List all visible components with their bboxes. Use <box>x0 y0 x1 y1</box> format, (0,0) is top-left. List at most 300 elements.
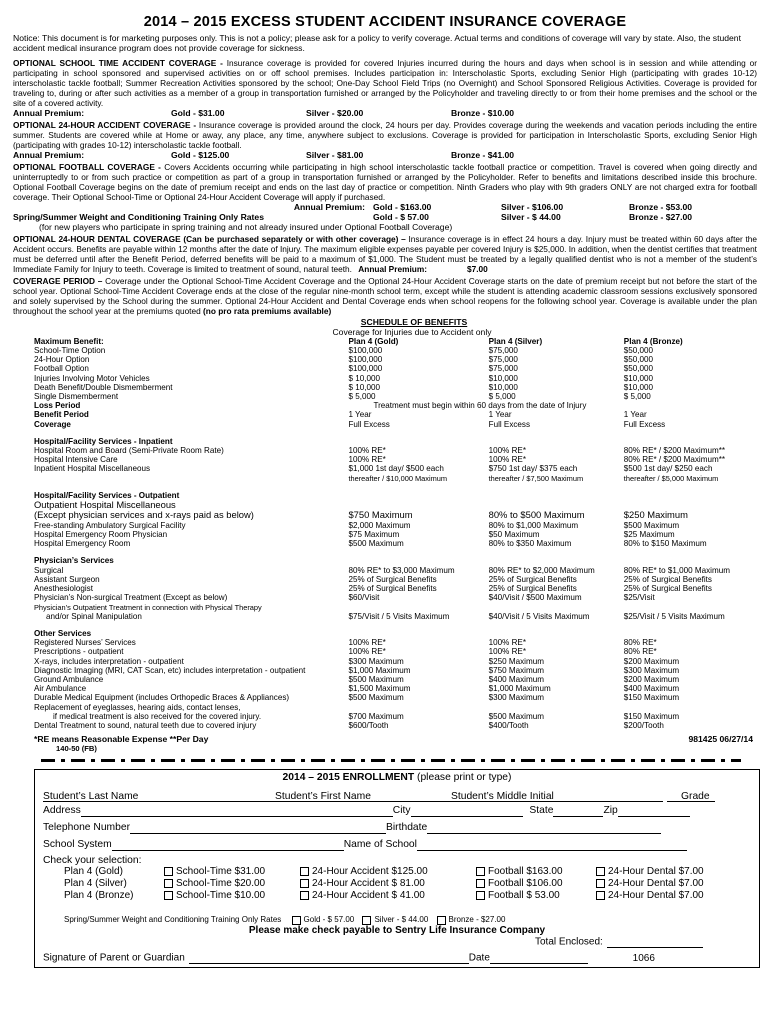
gold-value: $600/Tooth <box>348 720 389 730</box>
option-label: 24-Hour Dental $7.00 <box>608 866 704 878</box>
eyeglass-label: Replacement of eyeglasses, hearing aids, contact lenses, <box>34 702 241 712</box>
checkbox[interactable] <box>300 867 309 876</box>
option-label: Football $163.00 <box>488 866 563 878</box>
bronze-value: $150 Maximum <box>623 711 680 721</box>
silver-value: $400/Tooth <box>488 720 529 730</box>
twentyfour-text: Insurance coverage is provided around the clock, 24 hours per day. Provides coverage during the weekends and vacation periods including the entire summer. Students are covered while at Home or away, any place, any time, anywhere subject to exclusions. Coverage is provided for participation in Interscholastic Sports, excluding Senior High (participating with grades 10-12) interscholastic tackle football. <box>13 119 757 150</box>
physio-label-row <box>13 603 757 612</box>
spacer-row <box>13 429 757 437</box>
page-title: 2014 – 2015 EXCESS STUDENT ACCIDENT INSURANCE COVERAGE <box>143 14 627 30</box>
benefit-label: X-rays, includes interpretation - outpatient <box>34 656 184 666</box>
physician-row <box>13 566 757 575</box>
silver-value: $ 5,000 <box>488 392 516 402</box>
dental-price: $7.00 <box>466 263 488 274</box>
checkbox[interactable] <box>476 879 485 888</box>
physician-row <box>13 593 757 602</box>
silver-value: thereafter / $7,500 Maximum <box>488 473 584 483</box>
enrollment-heading: 2014 – 2015 ENROLLMENT <box>282 772 415 784</box>
gold-value: 100% RE* <box>348 455 386 465</box>
silver-value: 1 Year <box>488 410 512 420</box>
bronze-value: 80% RE* to $1,000 Maximum <box>623 565 730 575</box>
max-row <box>13 364 757 373</box>
eyeglass-label: if medical treatment is also received for the covered injury. <box>53 711 262 721</box>
school-time-option[interactable] <box>164 890 265 902</box>
silver-value: Full Excess <box>488 419 531 429</box>
benefit-label: Durable Medical Equipment (includes Orthopedic Braces & Appliances) <box>34 693 290 703</box>
gold-value: 80% RE* to $3,000 Maximum <box>348 565 455 575</box>
option-label: Football $106.00 <box>488 878 563 890</box>
gold-value: $60/Visit <box>348 593 380 603</box>
football-premium <box>13 202 757 212</box>
loss-period-text: Treatment must begin within 60 days from the date of Injury <box>373 401 587 411</box>
option-label: Football $ 53.00 <box>488 890 560 902</box>
benefit-period-label: Benefit Period <box>34 410 89 420</box>
date-label: Date <box>468 952 490 964</box>
silver-value: 80% to $350 Maximum <box>488 539 572 549</box>
state-field[interactable] <box>553 805 603 817</box>
inpatient-row <box>13 446 757 455</box>
bronze-price: Bronze - $41.00 <box>451 149 515 160</box>
twentyfour-premium <box>13 150 757 160</box>
school-system-field[interactable] <box>112 839 344 851</box>
gold-value: $75/Visit / 5 Visits Maximum <box>348 611 450 621</box>
bronze-value: $25/Visit <box>623 593 655 603</box>
silver-value: 80% to $1,000 Maximum <box>488 520 579 530</box>
benefit-label: Registered Nurses’ Services <box>34 638 136 648</box>
bronze-value: $25 Maximum <box>623 530 675 540</box>
bronze-value: $150 Maximum <box>623 693 680 703</box>
max-row <box>13 346 757 355</box>
other-services-heading: Other Services <box>34 628 92 638</box>
schedule-footer <box>13 734 757 744</box>
outpatient-heading: Hospital/Facility Services - Outpatient <box>34 490 180 500</box>
benefit-label: Ground Ambulance <box>34 674 104 684</box>
birthdate-label: Birthdate <box>386 822 428 834</box>
benefit-period-row <box>13 410 757 419</box>
bronze-value: 80% RE* <box>623 638 657 648</box>
benefit-label: Death Benefit/Double Dismemberment <box>34 382 173 392</box>
gold-value: $ 10,000 <box>348 373 380 383</box>
dental-section <box>13 234 757 274</box>
bronze-value: $200 Maximum <box>623 674 680 684</box>
bronze-value: 80% RE* / $200 Maximum** <box>623 455 726 465</box>
coverage-label: Coverage <box>34 419 71 429</box>
football-option[interactable] <box>476 866 563 878</box>
24-hour-accident-option[interactable] <box>300 866 428 878</box>
bronze-value: 80% RE* / $200 Maximum** <box>623 446 726 456</box>
spacer <box>13 548 757 556</box>
enrollment-title <box>35 772 759 783</box>
silver-value: 100% RE* <box>488 638 526 648</box>
spring-bronze: Bronze - $27.00 <box>448 915 506 925</box>
bronze-value: 80% RE* <box>623 647 657 657</box>
benefit-label: Surgical <box>34 565 64 575</box>
bronze-value: thereafter / $5,000 Maximum <box>623 473 719 483</box>
bronze-value: $50,000 <box>623 364 654 374</box>
max-row <box>13 383 757 392</box>
football-text: Covers Accidents occurring while participating in high school interscholastic tackle football practice or competition. Travel is covered when going directly and uninterruptedly to or from such practice or competition as part of a group in transportation furnished or arranged by the Policyholder. Refer to benefits and limitations described inside this brochure. Optional Football Coverage begins on the date of premium receipt and ends on the last day of practice or competition. Ninth Graders who play with 9th graders ONLY are not charged extra for football coverage. Their Optional School-Time or Optional 24-Hour Accident Coverage will apply if purchased. <box>13 161 757 202</box>
dental-label: Dental Treatment to sound, natural teeth due to covered injury <box>34 720 257 730</box>
silver-value: $750 1st day/ $375 each <box>488 464 578 474</box>
name-line[interactable] <box>43 801 663 802</box>
bronze-value: $50,000 <box>623 346 654 356</box>
gold-value: $1,000 Maximum <box>348 665 411 675</box>
spring-premium <box>13 212 757 222</box>
benefit-label: 24-Hour Option <box>34 355 90 365</box>
eyeglass-row <box>13 712 757 721</box>
spacer-row <box>13 621 757 629</box>
signature-label: Signature of Parent or Guardian <box>43 952 185 964</box>
school-time-premium <box>13 108 757 118</box>
gold-price: Gold - $ 57.00 <box>373 211 429 222</box>
section-heading-row <box>13 556 757 565</box>
school-name-field[interactable] <box>417 839 687 851</box>
silver-price: Silver - $20.00 <box>306 107 364 118</box>
spacer-row <box>13 483 757 491</box>
blank <box>13 474 348 483</box>
enrollment-form <box>34 769 760 968</box>
school-time-section <box>13 58 757 108</box>
silver-value: $75,000 <box>488 355 518 365</box>
football-note: (for new players who participate in spring training and not already insured under Optional Football Coverage) <box>39 221 453 232</box>
bronze-value: $250 Maximum <box>623 509 688 521</box>
other-row <box>13 647 757 656</box>
spacer <box>13 429 757 437</box>
school-time-heading: OPTIONAL SCHOOL TIME ACCIDENT COVERAGE - <box>13 57 223 68</box>
dental-text: Insurance coverage is in effect 24 hours a day. Injury must be treated within 60 days after the Accident occurs. Benefits are payable within 12 months after the date of Injury. The maximum eligible expenses payable per covered Injury is $25,000. In addition, when the dentist certifies that treatment must be deferred until after the Benefit Period, deferred benefits will be paid to a maximum of $1,000. The Student must be treated by a legally qualified dentist who is not a member of the student’s Immediate Family for Injury to teeth. Coverage is limited to treatment of sound, natural teeth. <box>13 233 758 274</box>
silver-value: $75,000 <box>488 364 518 374</box>
school-time-text: Insurance coverage is provided for covered Injuries incurred during the hours and days when school is in session and while attending or participating in school sponsored and supervised activities on or off school premises. Includes participation in: Interscholastic Sports, excluding Senior High (participating with grades 10-12) interscholastic tackle football; Summer Recreation Activities sponsored by the school; One-Day School Field Trips (no Overnight) and School Sponsored Religious Activities. Coverage is provided for traveling to, during or after such activities as a member of a group in transportation furnished or arranged by the Policyholder and traveling directly to or from their home premises and the school or the site of a covered activity. <box>13 57 757 108</box>
benefit-label: Prescriptions - outpatient <box>34 647 124 657</box>
gold-value: $2,000 Maximum <box>348 520 411 530</box>
last-name-label: Student’s Last Name <box>43 791 139 803</box>
outpatient-row <box>13 521 757 530</box>
other-row <box>13 657 757 666</box>
silver-value: 25% of Surgical Benefits <box>488 574 577 584</box>
spring-gold-checkbox[interactable] <box>292 916 301 925</box>
spring-silver-checkbox[interactable] <box>362 916 371 925</box>
checkbox[interactable] <box>476 891 485 900</box>
silver-value: $10,000 <box>488 373 518 383</box>
silver-price: Silver - $ 44.00 <box>501 211 561 222</box>
section-heading-row <box>13 437 757 446</box>
silver-price: Silver - $106.00 <box>501 201 564 212</box>
form-code: 140-50 (FB) <box>56 744 97 754</box>
option-label: Plan 4 (Silver) <box>64 878 127 890</box>
benefit-label: Single Dismemberment <box>34 392 119 402</box>
bronze-value: 80% to $150 Maximum <box>623 539 707 549</box>
bronze-value: 1 Year <box>623 410 647 420</box>
period-text: Coverage under the Optional School-Time Accident Coverage and the Optional 24-Hour Accident Coverage starts on the date of premium receipt but not before the start of the school year. Optional School-Time Accident Coverage ends at the close of the regular nine-month school term, except while the student is attending academic classroom sessions exclusively sponsored and solely supervised by the School during the summer. Optional 24-Hour Accident and Dental Coverage ends when school reopens for the following school year. Coverage is available under the plan throughout the school year at the premiums quoted <box>13 275 757 316</box>
option-label: Plan 4 (Gold) <box>64 866 123 878</box>
gold-value: thereafter / $10,000 Maximum <box>348 473 448 483</box>
zip-label: Zip <box>603 805 618 817</box>
option-label: School-Time $10.00 <box>176 890 266 902</box>
outpatient-row <box>13 530 757 539</box>
benefit-label: Hospital Emergency Room Physician <box>34 530 168 540</box>
check-label: Check your selection: <box>43 855 142 867</box>
phone-field[interactable] <box>130 822 386 834</box>
loss-period-row <box>13 401 757 410</box>
spring-silver: Silver - $ 44.00 <box>374 915 429 925</box>
option-label: 24-Hour Accident $ 41.00 <box>312 890 425 902</box>
physio-row <box>13 612 757 621</box>
inpatient-row <box>13 455 757 464</box>
premium-label: Annual Premium: <box>13 107 85 118</box>
notice: Notice: This document is for marketing purposes only. This is not a policy; please ask for a policy to verify coverage. Actual terms and conditions of coverage will vary by state. Also, the student accident medical insurance program does not provide coverage for sickness. <box>13 33 741 54</box>
twentyfour-heading: OPTIONAL 24-HOUR ACCIDENT COVERAGE - <box>13 119 197 130</box>
option-label: 24-Hour Accident $125.00 <box>312 866 428 878</box>
bronze-value: $10,000 <box>623 382 654 392</box>
gold-value: $750 Maximum <box>348 509 413 521</box>
gold-value: $ 10,000 <box>348 382 380 392</box>
phone-row <box>43 821 751 834</box>
24-hour-dental-option[interactable] <box>596 866 704 878</box>
checkbox[interactable] <box>596 891 605 900</box>
gold-value: $75 Maximum <box>348 530 400 540</box>
schedule-table <box>13 337 757 730</box>
other-row <box>13 693 757 702</box>
schedule-subtitle: Coverage for Injuries due to Accident only <box>332 326 492 337</box>
dental-heading: OPTIONAL 24-HOUR DENTAL COVERAGE (Can be purchased separately or with other coverage) – <box>13 233 406 244</box>
first-name-label: Student’s First Name <box>275 791 371 803</box>
premium-label: Annual Premium: <box>293 201 365 212</box>
benefit-label: Hospital Intensive Care <box>34 455 118 465</box>
silver-value: $1,000 Maximum <box>488 684 551 694</box>
total-label: Total Enclosed: <box>535 936 603 948</box>
bronze-value: $400 Maximum <box>623 684 680 694</box>
bronze-value: 25% of Surgical Benefits <box>623 574 712 584</box>
other-row <box>13 638 757 647</box>
spacer-row <box>13 548 757 556</box>
signature-field[interactable] <box>189 952 469 964</box>
24-hour-dental-option[interactable] <box>596 890 704 902</box>
max-benefit-label: Maximum Benefit: <box>34 336 104 346</box>
24-hour-dental-option[interactable] <box>596 878 704 890</box>
checkbox[interactable] <box>596 867 605 876</box>
benefit-label: (Except physician services and x-rays paid as below) <box>34 509 254 521</box>
silver-value: $40/Visit / $500 Maximum <box>488 593 582 603</box>
inpatient-after-row <box>13 474 757 483</box>
gold-value: $700 Maximum <box>348 711 404 721</box>
benefit-label: Assistant Surgeon <box>34 574 100 584</box>
silver-value: $40/Visit / 5 Visits Maximum <box>488 611 590 621</box>
plan-label <box>64 890 133 902</box>
grade-label: Grade <box>681 791 710 803</box>
premium-label: Annual Premium: <box>358 263 427 274</box>
benefit-label: Hospital Room and Board (Semi-Private Room Rate) <box>34 446 224 456</box>
spring-row <box>64 914 505 926</box>
form-number: 981425 06/27/14 <box>688 734 753 745</box>
zip-field[interactable] <box>618 805 690 817</box>
bronze-price: Bronze - $27.00 <box>629 211 693 222</box>
inpatient-row <box>13 464 757 473</box>
enrollment-note: (please print or type) <box>417 772 512 784</box>
spring-gold: Gold - $ 57.00 <box>303 915 355 925</box>
checkbox[interactable] <box>596 879 605 888</box>
bronze-value: $200/Tooth <box>623 720 664 730</box>
gold-value: $500 Maximum <box>348 693 404 703</box>
middle-initial-label: Student’s Middle Initial <box>451 791 554 803</box>
physio-label: and/or Spinal Manipulation <box>46 611 142 621</box>
silver-value: $400 Maximum <box>488 674 544 684</box>
bronze-value: $50,000 <box>623 355 654 365</box>
plan-header-row <box>13 337 757 346</box>
gold-value: 25% of Surgical Benefits <box>348 584 437 594</box>
benefit-label: Free-standing Ambulatory Surgical Facility <box>34 520 186 530</box>
school-time-option[interactable] <box>164 878 265 890</box>
grade-line[interactable] <box>667 801 715 802</box>
benefit-label: Air Ambulance <box>34 684 87 694</box>
physician-heading: Physician’s Services <box>34 556 114 566</box>
benefit-label: School-Time Option <box>34 346 106 356</box>
gold-value: $100,000 <box>348 355 383 365</box>
spacer <box>13 483 757 491</box>
gold-value: 100% RE* <box>348 647 386 657</box>
benefit-label: Inpatient Hospital Miscellaneous <box>34 464 151 474</box>
checkbox[interactable] <box>476 867 485 876</box>
option-label: 24-Hour Accident $ 81.00 <box>312 878 425 890</box>
coverage-row <box>13 420 757 429</box>
benefit-label: Hospital Emergency Room <box>34 539 131 549</box>
payable-note: Please make check payable to Sentry Life Insurance Company <box>248 925 546 937</box>
gold-value: $100,000 <box>348 346 383 356</box>
football-heading: OPTIONAL FOOTBALL COVERAGE - <box>13 161 161 172</box>
school-row <box>43 838 751 851</box>
period-tail: (no pro rata premiums available) <box>203 305 332 316</box>
gold-price: Gold - $125.00 <box>171 149 230 160</box>
football-section <box>13 162 757 202</box>
school-name-label: Name of School <box>343 839 417 851</box>
benefit-label: Diagnostic Imaging (MRI, CAT Scan, etc) includes interpretation - outpatient <box>34 665 306 675</box>
city-label: City <box>392 805 411 817</box>
other-row <box>13 684 757 693</box>
checkbox[interactable] <box>300 891 309 900</box>
physician-row <box>13 575 757 584</box>
24-hour-accident-option[interactable] <box>300 878 425 890</box>
silver-value: $10,000 <box>488 382 518 392</box>
checkbox[interactable] <box>164 891 173 900</box>
cut-line <box>41 759 741 762</box>
bronze-price: Bronze - $53.00 <box>629 201 693 212</box>
plan-label <box>64 866 123 878</box>
benefit-label: Anesthesiologist <box>34 584 93 594</box>
gold-price: Gold - $31.00 <box>171 107 225 118</box>
silver-value: 80% RE* to $2,000 Maximum <box>488 565 595 575</box>
gold-value: $100,000 <box>348 364 383 374</box>
physio-label: Physician’s Outpatient Treatment in connection with Physical Therapy <box>34 602 262 612</box>
option-label: School-Time $20.00 <box>176 878 266 890</box>
plan-gold-header: Plan 4 (Gold) <box>348 336 399 346</box>
spring-bronze-checkbox[interactable] <box>437 916 446 925</box>
spring-label: Spring/Summer Weight and Conditioning Training Only Rates <box>64 915 282 925</box>
silver-value: $50 Maximum <box>488 530 540 540</box>
silver-value: $750 Maximum <box>488 665 544 675</box>
signature-row <box>43 952 751 964</box>
max-row <box>13 374 757 383</box>
section-heading-row <box>13 629 757 638</box>
gold-value: $ 5,000 <box>348 392 376 402</box>
period-heading: COVERAGE PERIOD – <box>13 275 103 286</box>
gold-value: $500 Maximum <box>348 674 404 684</box>
checkbox[interactable] <box>300 879 309 888</box>
option-label: 24-Hour Dental $7.00 <box>608 878 704 890</box>
schedule-title: SCHEDULE OF BENEFITS <box>360 316 468 327</box>
silver-value: 100% RE* <box>488 446 526 456</box>
gold-value: $1,000 1st day/ $500 each <box>348 464 444 474</box>
benefit-label: Injuries Involving Motor Vehicles <box>34 373 150 383</box>
silver-value: $75,000 <box>488 346 518 356</box>
inpatient-heading: Hospital/Facility Services - Inpatient <box>34 436 173 446</box>
page <box>13 0 757 968</box>
silver-value: $300 Maximum <box>488 693 544 703</box>
bronze-price: Bronze - $10.00 <box>451 107 515 118</box>
silver-value: 100% RE* <box>488 647 526 657</box>
twentyfour-section <box>13 120 757 150</box>
option-label: School-Time $31.00 <box>176 866 266 878</box>
form-id: 1066 <box>632 952 655 964</box>
birthdate-field[interactable] <box>427 822 661 834</box>
football-option[interactable] <box>476 890 560 902</box>
bronze-value: $300 Maximum <box>623 665 680 675</box>
other-row <box>13 666 757 675</box>
plan-silver-header: Plan 4 (Silver) <box>488 336 543 346</box>
outpatient-row <box>13 539 757 548</box>
checkbox[interactable] <box>164 867 173 876</box>
gold-value: $300 Maximum <box>348 656 404 666</box>
gold-value: 1 Year <box>348 410 372 420</box>
silver-value: 25% of Surgical Benefits <box>488 584 577 594</box>
eyeglass-label-row <box>13 703 757 712</box>
gold-value: 100% RE* <box>348 446 386 456</box>
schedule-header <box>13 317 757 337</box>
24-hour-accident-option[interactable] <box>300 890 425 902</box>
benefit-label: Physician’s Non-surgical Treatment (Except as below) <box>34 593 228 603</box>
football-option[interactable] <box>476 878 563 890</box>
state-label: State <box>529 805 554 817</box>
benefit-label: Football Option <box>34 364 89 374</box>
date-field[interactable] <box>490 952 588 964</box>
bronze-value: Full Excess <box>623 419 666 429</box>
checkbox[interactable] <box>164 879 173 888</box>
phone-label: Telephone Number <box>43 822 131 834</box>
max-row <box>13 355 757 364</box>
physician-row <box>13 584 757 593</box>
silver-value: 100% RE* <box>488 455 526 465</box>
silver-value: $250 Maximum <box>488 656 544 666</box>
bronze-value: 25% of Surgical Benefits <box>623 584 712 594</box>
city-field[interactable] <box>411 805 523 817</box>
plan-bronze-header: Plan 4 (Bronze) <box>623 336 683 346</box>
gold-value: 100% RE* <box>348 638 386 648</box>
address-field[interactable] <box>81 805 393 817</box>
silver-value: $500 Maximum <box>488 711 544 721</box>
school-time-option[interactable] <box>164 866 265 878</box>
gold-value: $500 Maximum <box>348 539 404 549</box>
gold-value: 25% of Surgical Benefits <box>348 574 437 584</box>
bronze-value: $200 Maximum <box>623 656 680 666</box>
silver-price: Silver - $81.00 <box>306 149 364 160</box>
dental-row <box>13 721 757 730</box>
bronze-value: $25/Visit / 5 Visits Maximum <box>623 611 725 621</box>
total-field[interactable] <box>607 936 703 948</box>
other-row <box>13 675 757 684</box>
spacer <box>13 621 757 629</box>
bronze-value: $10,000 <box>623 373 654 383</box>
loss-period-label: Loss Period <box>34 401 81 411</box>
address-row <box>43 804 751 817</box>
option-label: Plan 4 (Bronze) <box>64 890 134 902</box>
